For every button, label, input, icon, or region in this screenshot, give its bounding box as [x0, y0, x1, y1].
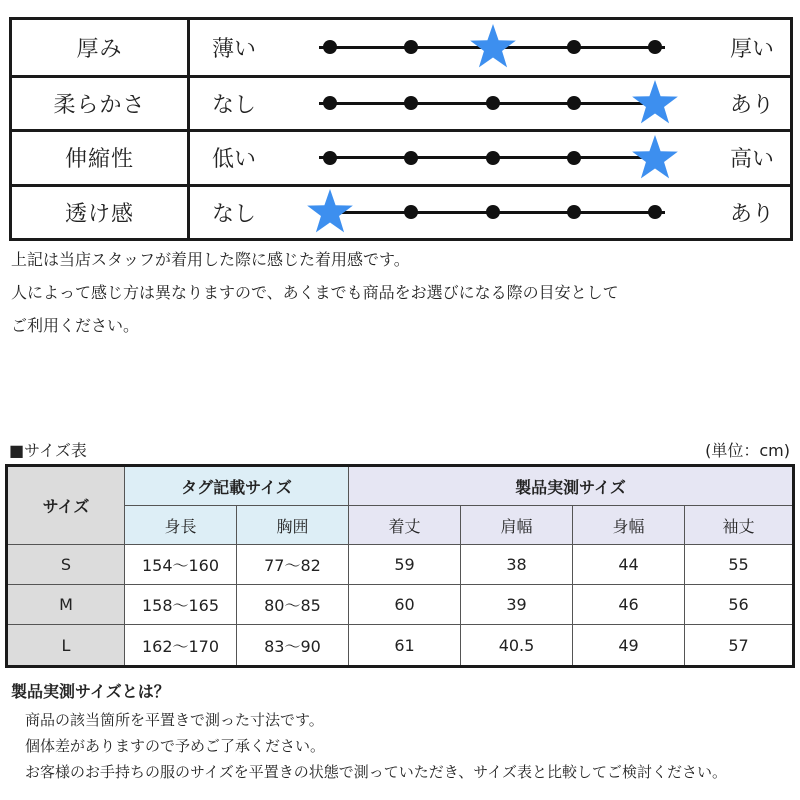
feel-scale: [312, 187, 672, 239]
table-cell: 77〜82: [237, 545, 349, 585]
size-corner-header: サイズ: [8, 467, 125, 545]
size-label: S: [8, 545, 125, 585]
scale-dot: [323, 96, 337, 110]
feel-right-label: あり: [729, 201, 774, 227]
footer-line: 個体差がありますので予めご了承ください。: [25, 737, 326, 755]
note-line: 人によって感じ方は異なりますので、あくまでも商品をお選びになる際の目安として: [11, 283, 619, 302]
feel-scale: [312, 78, 672, 130]
footer-line: お客様のお手持ちの服のサイズを平置きの状態で測っていただき、サイズ表と比較してご検討ください。: [25, 763, 728, 781]
feel-left-label: 低い: [212, 147, 257, 173]
feel-left-label: なし: [212, 201, 257, 227]
feel-left-label: 薄い: [212, 36, 257, 62]
scale-dot: [648, 40, 662, 54]
table-cell: 40.5: [461, 625, 573, 665]
table-cell: 49: [573, 625, 685, 665]
table-cell: 158〜165: [125, 585, 237, 625]
table-cell: 38: [461, 545, 573, 585]
feel-table: [9, 17, 793, 241]
table-cell: 56: [685, 585, 792, 625]
column-header-shoulder: 肩幅: [461, 506, 573, 545]
scale-dot: [404, 96, 418, 110]
scale-dot: [567, 40, 581, 54]
table-cell: 46: [573, 585, 685, 625]
table-cell: 60: [349, 585, 461, 625]
table-cell: 61: [349, 625, 461, 665]
table-cell: 44: [573, 545, 685, 585]
scale-dot: [567, 151, 581, 165]
feel-scale: [312, 132, 672, 184]
tag-size-group-header: タグ記載サイズ: [125, 467, 349, 506]
measured-size-group-header: 製品実測サイズ: [349, 467, 792, 506]
size-label: L: [8, 625, 125, 665]
level-star-icon: [468, 22, 518, 72]
level-star-icon: [630, 133, 680, 183]
scale-dot: [404, 205, 418, 219]
feel-row-thickness: [12, 20, 790, 75]
column-header-length: 着丈: [349, 506, 461, 545]
feel-category: 厚み: [12, 20, 190, 75]
feel-row-stretch: [12, 129, 790, 184]
table-cell: 154〜160: [125, 545, 237, 585]
table-cell: 55: [685, 545, 792, 585]
size-label: M: [8, 585, 125, 625]
feel-right-label: 高い: [729, 147, 774, 173]
scale-dot: [567, 96, 581, 110]
table-cell: 80〜85: [237, 585, 349, 625]
note-line: ご利用ください。: [11, 316, 140, 335]
column-header-chest: 胸囲: [237, 506, 349, 545]
feel-row-sheerness: [12, 184, 790, 239]
scale-dot: [648, 205, 662, 219]
scale-dot: [404, 40, 418, 54]
size-table: [5, 464, 795, 668]
scale-dot: [486, 151, 500, 165]
size-table-caption: ■サイズ表: [9, 441, 87, 460]
footer-line: 商品の該当箇所を平置きで測った寸法です。: [25, 711, 324, 729]
table-cell: 39: [461, 585, 573, 625]
column-header-height: 身長: [125, 506, 237, 545]
table-cell: 57: [728, 635, 749, 655]
note-line: 上記は当店スタッフが着用した際に感じた着用感です。: [11, 250, 410, 269]
feel-category: 柔らかさ: [12, 78, 190, 130]
level-star-icon: [305, 187, 355, 237]
feel-category: 伸縮性: [12, 132, 190, 184]
scale-dot: [323, 151, 337, 165]
scale-dot: [486, 205, 500, 219]
column-header-body-width: 身幅: [573, 506, 685, 545]
scale-dot: [404, 151, 418, 165]
feel-right-label: 厚い: [729, 36, 774, 62]
feel-scale: [312, 20, 672, 75]
table-cell: 162〜170: [125, 625, 237, 665]
scale-dot: [486, 96, 500, 110]
feel-left-label: なし: [212, 92, 257, 118]
scale-dot: [323, 40, 337, 54]
table-cell: 59: [349, 545, 461, 585]
measured-size-title: 製品実測サイズとは？: [11, 682, 170, 701]
scale-dot: [567, 205, 581, 219]
table-cell: 83〜90: [237, 625, 349, 665]
level-star-icon: [630, 78, 680, 128]
feel-row-softness: [12, 75, 790, 130]
feel-category: 透け感: [12, 187, 190, 239]
column-header-sleeve: 袖丈: [685, 506, 792, 545]
size-table-unit: (単位：cm): [705, 441, 790, 460]
feel-right-label: あり: [729, 92, 774, 118]
